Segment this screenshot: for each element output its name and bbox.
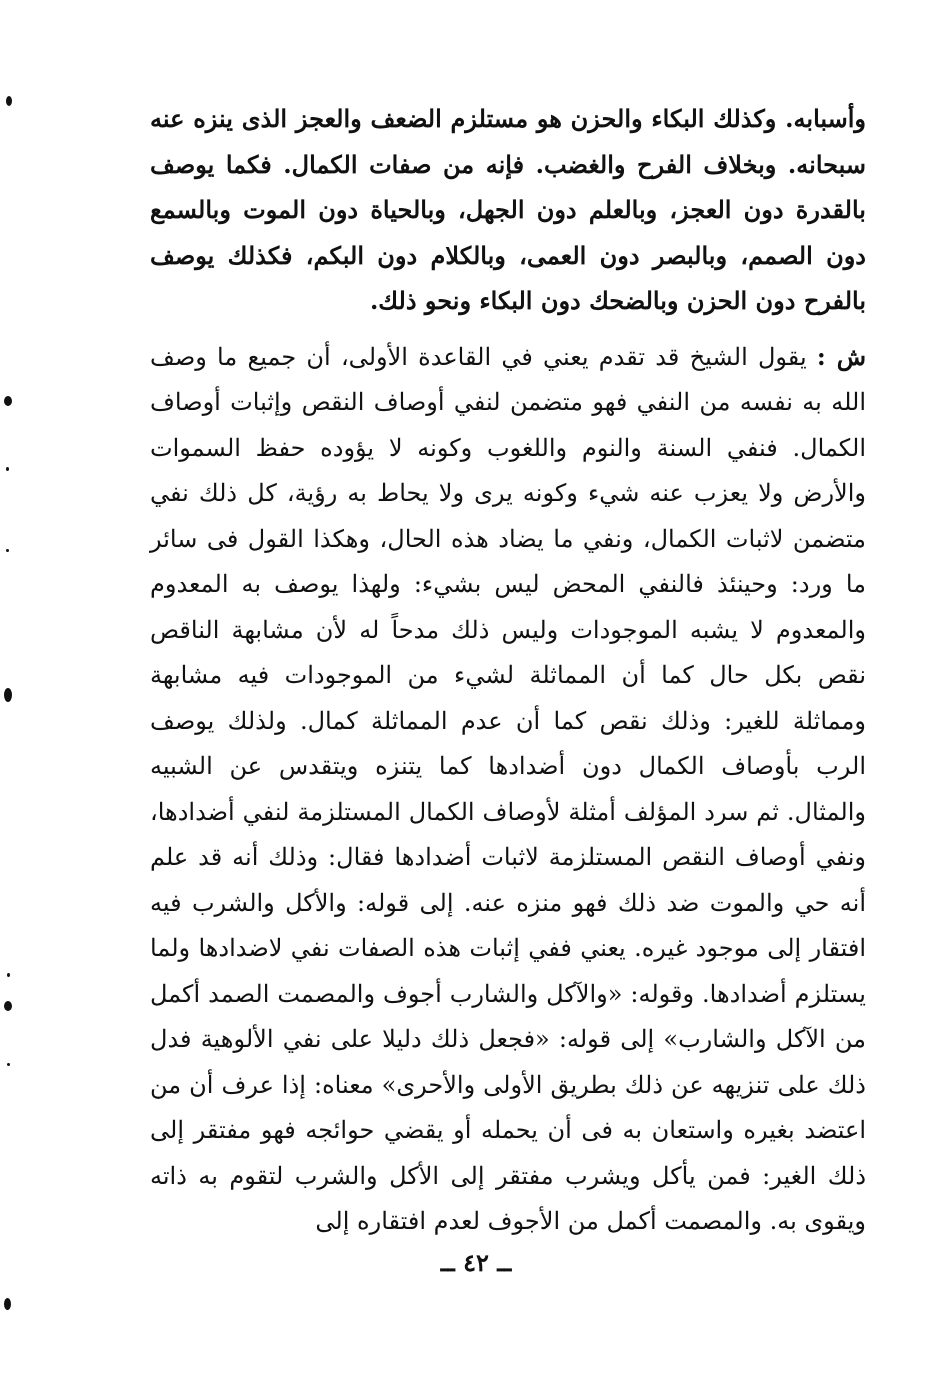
scan-speck xyxy=(6,467,9,471)
scan-speck xyxy=(4,1298,11,1310)
page-text-block xyxy=(150,96,866,1245)
paragraph-sharh xyxy=(150,334,866,1245)
page-number: ــ ٤٢ ــ xyxy=(440,1248,512,1277)
sharh-body: يقول الشيخ قد تقدم يعني في القاعدة الأولى، أن جميع ما وصف الله به نفسه من النفي فهو متضمن لنفي أوصاف النقص وإثبات أوصاف الكمال. فنفي السنة والنوم واللغوب وكونه لا يؤوده حفظ السموات والأرض ولا يعزب عنه شيء وكونه يرى ولا يحاط به رؤية، كل ذلك نفي متضمن لاثبات الكمال، ونفي ما يضاد هذه الحال، وهكذا القول فى سائر ما ورد: وحينئذ فالنفي المحض ليس بشيء: ولهذا يوصف به المعدوم والمعدوم لا يشبه الموجودات وليس ذلك مدحاً له لأن مشابهة الناقص نقص بكل حال كما أن المماثلة لشيء من الموجودات فيه مشابهة ومماثلة للغير: وذلك نقص كما أن عدم المماثلة كمال. ولذلك يوصف الرب بأوصاف الكمال دون أضدادها كما يتنزه ويتقدس عن الشبيه والمثال. ثم سرد المؤلف أمثلة لأوصاف الكمال المستلزمة لنفي أضدادها، ونفي أوصاف النقص المستلزمة لاثبات أضدادها فقال: وذلك أنه قد علم أنه حي والموت ضد ذلك فهو منزه عنه. إلى قوله: والأكل والشرب فيه افتقار إلى موجود غيره. يعني ففي إثبات هذه الصفات نفي لاضدادها ولما يستلزم أضدادها. وقوله: «والآكل والشارب أجوف والمصمت الصمد أكمل من الآكل والشارب» إلى قوله: «فجعل ذلك دليلا على نفي الألوهية فدل ذلك على تنزيهه عن ذلك بطريق الأولى والأحرى» معناه: إذا عرف أن من اعتضد بغيره واستعان به فى أن يحمله أو يقضي حوائجه فهو مفتقر إلى ذلك الغير: فمن يأكل ويشرب مفتقر إلى الأكل والشرب لتقوم به ذاته ويقوى به. والمصمت أكمل من الأجوف لعدم افتقاره إلى xyxy=(150,342,867,1235)
scan-speck xyxy=(4,688,12,702)
scan-speck xyxy=(4,1001,12,1011)
scan-speck xyxy=(6,96,12,106)
paragraph-matn: وأسبابه. وكذلك البكاء والحزن هو مستلزم الضعف والعجز الذى ينزه عنه سبحانه. وبخلاف الفرح والغضب. فإنه من صفات الكمال. فكما يوصف بالقدرة دون العجز، وبالعلم دون الجهل، وبالحياة دون الموت وبالسمع دون الصمم، وبالبصر دون العمى، وبالكلام دون البكم، فكذلك يوصف بالفرح دون الحزن وبالضحك دون البكاء ونحو ذلك. xyxy=(150,104,866,315)
scan-speck xyxy=(6,549,9,552)
sharh-marker: ش : xyxy=(816,341,866,371)
scan-speck xyxy=(7,973,10,977)
scan-speck xyxy=(7,1063,10,1066)
scan-speck xyxy=(4,396,12,406)
